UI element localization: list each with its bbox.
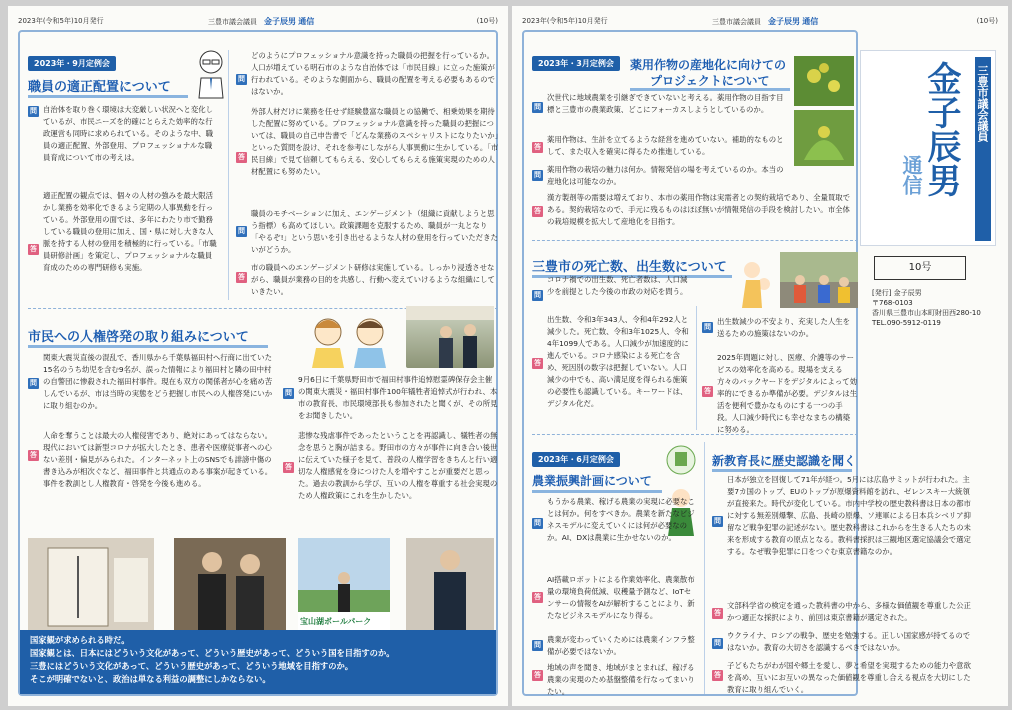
- answer-text: 人命を奪うことは最大の人権侵害であり、絶対にあってはならない。現代においては新型コロナが拡大したとき、患者や医療従事者への心ない差別・偏見がみられた。インターネット上のSNSでも誹謗中傷の書き込みが相次ぐなど、福田事件と共通点のある事案が起きている。事件を教訓とし人権教育・啓発を今後も進める。: [43, 431, 273, 488]
- issue-number: (10号): [476, 17, 498, 25]
- answer-label: 答: [534, 207, 541, 215]
- question-label: 問: [534, 103, 541, 111]
- question-label: 問: [534, 171, 541, 179]
- message-line: 国家観が求められる時だ。: [30, 635, 130, 645]
- family-illustration: [738, 258, 776, 308]
- answer-text: 2025年問題に対し、医療、介護等のサービスの効率化を高める。現場を支える方々のバックヤードをデジタルによって効率的にできるか準備が必要。デジタルは生活を便利で豊かなものにする一つの手段。人口減少時代にも幸せなまちの構築に努める。: [717, 353, 857, 434]
- ballpark-photo: [298, 538, 390, 630]
- title-underline: [532, 490, 662, 493]
- answer-label: 答: [285, 463, 292, 471]
- header-title: [712, 16, 818, 27]
- masthead-suffix: 通信: [899, 155, 923, 195]
- memorial-photo: [28, 538, 154, 630]
- question-label: 問: [704, 323, 711, 331]
- answer-label: 答: [30, 245, 37, 253]
- question-text: 関東大震災直後の混乱で、香川県から千葉県福田村へ行商に出ていた15名のうち幼児を含む9名が、誤った情報により福田村と隣の田中村の自警団に惨殺された福田村事件。現在も双方の関係者が心を痛め苦しんでいるが、市は当時の実態をどう把握し市民への人権啓発にいかに取り組むのか。: [43, 353, 273, 410]
- question-label: 問: [714, 517, 721, 525]
- session-tag: 2023年・3月定例会: [532, 56, 620, 71]
- title-underline: [712, 469, 852, 472]
- answer-label: 答: [534, 593, 541, 601]
- header-title: [208, 16, 314, 27]
- issue-number: (10号): [976, 17, 998, 25]
- portrait-photo: [406, 538, 494, 630]
- section-title-line2: プロジェクトについて: [650, 74, 770, 88]
- section-title: 市民への人権啓発の取り組みについて: [28, 330, 249, 345]
- question-text: もうかる農業、稼げる農業の実現に必要なことは何か。何をすべきか。農業を新たなビジネスモデルに変えていくには何が必要なのか。AI、DXは農業に生かせないのか。: [547, 497, 695, 542]
- answer-label: 答: [534, 143, 541, 151]
- question-text: 自治体を取り巻く環境は大変厳しい状況へと変化しているが、市民ニーズを的確にとらえた効率的な行政運営も同時に求められている。そのような中、職員の適正配置、外部登用、プロフェッショナルな職員育成について市の考えは。: [43, 105, 213, 162]
- section-divider: [532, 434, 858, 435]
- publisher-info: [872, 288, 1002, 328]
- answer-label: 答: [714, 609, 721, 617]
- column-divider: [704, 442, 705, 694]
- two-men-photo: [174, 538, 286, 630]
- column-divider: [228, 50, 229, 300]
- schoolchildren-photo: [780, 252, 858, 308]
- header-member: 三豊市議会議員: [208, 18, 257, 26]
- answer-text: 適正配置の観点では、個々の人材の強みを最大限活かし業務を効率化できるよう定期の人事異動を行っている。外部登用の面では、多年にわたり市で勤務している職員の登用に加え、国・県に対し大きな人脈を持する人材の登用を積極的に行っている。「市職員研修計画」を策定し、プロフェッショナルな職員育成のための専門研修も実施。: [43, 191, 217, 272]
- question-text: 日本が独立を回復して71年が経つ。5月には広島サミットが行われた。主要7カ国のトップ、EUのトップが原爆資料館を訪れ、ゼレンスキー大統領が直接来た。時代が変化している。市内中学校の歴史教科書は日本の都市に対する無差別爆撃、広島、長崎の原爆、ソ連軍による日本兵シベリア抑留など戦争犯罪の記述がない。歴史教科書はこれからを生きる人たちの未来を形成する教育の原点となる。教科書採択は三観地区選定協議会で選定する。なぜ戦争犯罪に口をつぐむ東京書籍なのか。: [727, 475, 971, 556]
- issue-date: 2023年(令和5年)10月発行: [522, 17, 608, 25]
- thinking-person-illustration: [191, 46, 231, 98]
- page-header: [18, 14, 498, 28]
- page-header: [522, 14, 998, 28]
- answer-text: 悲惨な残虐事件であったということを再認識し、犠牲者の無念を思うと胸が詰まる。野田市の方々が事件に向き合い後世に伝えていた様子を見て、普段の人権学習をきちんと行い適切な人権感覚を身につけた人を増やすことが重要だと思った。過去の教訓から学び、互いの人権を尊重する社会実現のため人権政策にこれを生かしたい。: [298, 431, 498, 500]
- thinking-people-illustration: [300, 310, 400, 368]
- title-underline: [28, 95, 188, 98]
- closing-message: [20, 630, 496, 694]
- header-member: 三豊市議会議員: [712, 18, 761, 26]
- issue-box: 10号: [874, 256, 966, 280]
- answer-label: 答: [704, 387, 711, 395]
- plant-photo: [794, 110, 854, 166]
- answer-text: 地域の声を聞き、地域がまとまれば、稼げる農業の実現のため基盤整備を行なってまいりたい。: [547, 663, 695, 696]
- question-label: 問: [534, 291, 541, 299]
- answer-text: 市の職員へのエンゲージメント研修は実施している。しっかり浸透させながら、職員が業務の目的を共感し、行動へ変えていけるような組織にしていきたい。: [251, 263, 495, 296]
- publisher-name: [発行] 金子辰男: [872, 289, 922, 297]
- question-text: 9月6日に千葉県野田市で福田村事件追悼慰霊碑保存会主催の関東大震災・福田村事件100年犠牲者追悼式が行われ、本市の教育長、市民環境部長も参加されたと聞くが、その所見をお聞きしたい。: [298, 375, 498, 420]
- answer-label: 答: [534, 671, 541, 679]
- address: 香川県三豊市山本町財田西280-10: [872, 309, 981, 317]
- section-title: 農業振興計画について: [532, 474, 652, 488]
- masthead-member: 三豊市議会議員: [976, 65, 989, 142]
- question-text: ウクライナ、ロシアの戦争、歴史を勉強する。正しい国家感が持てるのではないか。教育の大切さを認識するべきではないか。: [727, 631, 971, 652]
- section-title: 三豊市の死亡数、出生数について: [532, 260, 727, 275]
- answer-text: AI搭載ロボットによる作業効率化、農業散布量の環境負荷低減、収穫量予測など、IoTセンサーの情報をAIが解析することにより、新たなビジネスモデルになり得る。: [547, 575, 695, 620]
- question-label: 問: [714, 639, 721, 647]
- answer-text: 漢方製剤等の需要は増えており、本市の薬用作物は実需者との契約栽培であり、全量買取である。契約栽培なので、手元に残るものはほぼ無いが情報発信の手段を検討したい。市全体の栽培規模を拡大して産地化を目指す。: [547, 193, 851, 226]
- masthead-name: 金子辰男: [921, 61, 961, 197]
- question-label: 問: [30, 379, 37, 387]
- header-suffix: 通信: [298, 17, 315, 26]
- answer-label: 答: [30, 451, 37, 459]
- question-text: コロナ禍での出生数、死亡者数は、人口減少を前提とした今後の市政の対応を問う。: [547, 275, 688, 296]
- ballpark-sign: 宝山湖ボールパーク: [300, 617, 372, 626]
- header-name: 金子辰男: [264, 17, 296, 26]
- answer-text: 出生数、令和3年343人、令和4年292人と減少した。死亡数、令和3年1025人、令和4年1099人である。人口減少が加速度的に進んでいる。コロナ感染による死亡を含め、死因別の数字は把握していない。人口減少の中でも、高い満足度を得られる施策の必要性も認識している。キーワードは、デジタル化だ。: [547, 315, 689, 408]
- answer-label: 答: [238, 273, 245, 281]
- issue-date: 2023年(令和5年)10月発行: [18, 17, 104, 25]
- header-name: 金子辰男: [768, 17, 800, 26]
- meeting-photo: [406, 306, 494, 368]
- message-line: 国家観とは、日本にはどういう文化があって、どういう歴史があって、どういう国を目指すのか。: [30, 648, 395, 658]
- question-text: 職員のモチベーションに加え、エンゲージメント（組織に貢献しようと思う指標）も高めてほしい。政策課題を克服するため、職員が一丸となり「やるぞ!」という思いを引き出せるような人材の登用を行っていただきたいがどうか。: [251, 209, 498, 254]
- question-label: 問: [534, 641, 541, 649]
- column-divider: [696, 306, 697, 430]
- postal-code: 〒768-0103: [872, 299, 913, 307]
- question-text: 次世代に地域農業を引継ぎできていないと考える。薬用作物の目指す目標と三豊市の農業政策、どこにフォーカスしようとしているのか。: [547, 93, 784, 114]
- question-label: 問: [238, 75, 245, 83]
- header-suffix: 通信: [802, 17, 819, 26]
- question-label: 問: [238, 227, 245, 235]
- answer-label: 答: [534, 359, 541, 367]
- right-page: [512, 6, 1008, 706]
- left-page: [8, 6, 508, 706]
- answer-text: 外部人材だけに業務を任せず経験豊富な職員との協働で、相乗効果を期待した配置に努めている。プロフェッショナル意識を持った職員の把握については、職員の自己申告書で「どんな業務のスペシャリストになりたいか」といった質問を設け、それを参考にしながら人事異動に生かしている。「市民目線」で見て信頼してもらえる、安心してもらえる施策実現のための人材配置にも努めたい。: [251, 107, 499, 176]
- herb-photo: [794, 56, 854, 106]
- answer-text: 子どもたちがわが国や郷土を愛し、夢と希望を実現するための能力や意欲を高め、互いにお互いの異なった価値観を尊重し合える視点を大切にした教育に取り組んでいく。: [727, 661, 971, 694]
- masthead: [860, 50, 996, 246]
- session-tag: 2023年・6月定例会: [532, 452, 620, 467]
- question-text: 農業が変わっていくためには農業インフラ整備が必要ではないか。: [547, 635, 695, 656]
- section-title: 職員の適正配置について: [28, 80, 171, 95]
- answer-label: 答: [238, 153, 245, 161]
- title-underline: [28, 345, 268, 348]
- answer-text: 文部科学省の検定を通った教科書の中から、多様な価値観を尊重した公正かつ適正な採択により、前回は東京書籍が選定された。: [727, 601, 971, 622]
- section-divider: [532, 240, 858, 241]
- section-title: 新教育長に歴史認識を聞く: [712, 454, 857, 468]
- session-tag: 2023年・9月定例会: [28, 56, 116, 71]
- question-label: 問: [285, 389, 292, 397]
- telephone: TEL.090-5912-0119: [872, 319, 941, 327]
- question-label: 問: [534, 519, 541, 527]
- answer-label: 答: [714, 671, 721, 679]
- question-text: 出生数減少の不安より、充実した人生を送るための施策はないのか。: [717, 317, 851, 338]
- question-text: どのようにプロフェッショナル意識を持った職員の把握を行っているか。人口が増えている明石市のような自治体では「市民目線」に立った施策が行われている。そのような側面から、職員の配置を考える必要もあるのではないか。: [251, 51, 495, 96]
- question-label: 問: [30, 107, 37, 115]
- question-text: 薬用作物の栽培の魅力は何か。情報発信の場を考えているのか。本当の産地化は可能なのか。: [547, 165, 784, 186]
- answer-text: 薬用作物は、生計を立てるような経営を進めていない。補助的なものとして、また収入を確実に得るため推進している。: [547, 135, 784, 156]
- message-line: 三豊にはどういう文化があって、どういう歴史があって、どういう地域を目指すのか。: [30, 661, 354, 671]
- section-title: 薬用作物の産地化に向けての: [630, 58, 787, 72]
- message-line: そこが明確でないと、政治は単なる利益の調整にしかならない。: [30, 674, 271, 684]
- title-underline: [630, 88, 790, 91]
